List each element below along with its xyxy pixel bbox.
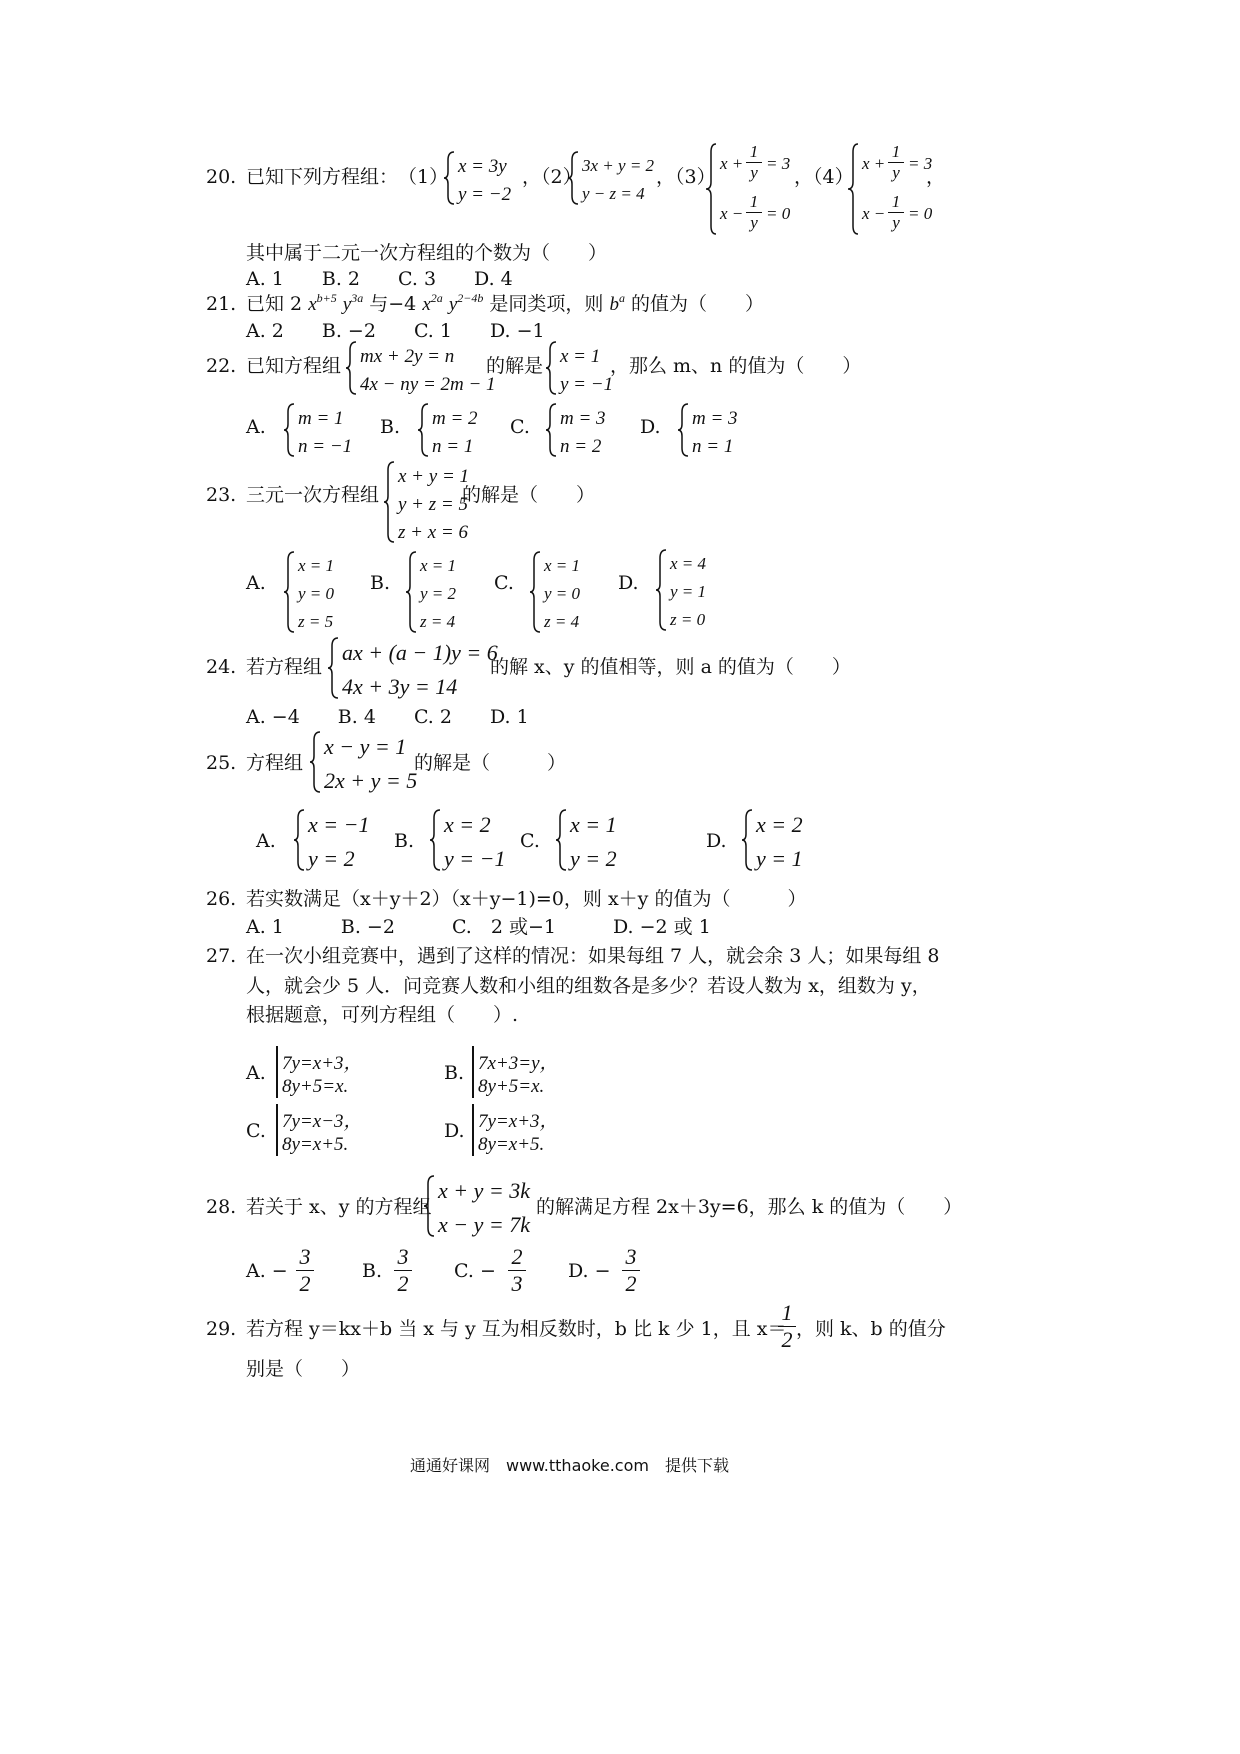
equation: x = 1	[560, 346, 601, 367]
q21-expression: 已知 2 $x^{b+5}$ $y^{3a}$ 与−4 $x^{2a}$ $y^{2-4b}$ 是同类项，则 $b^a$ 的值为（ ）	[246, 291, 765, 315]
left-brace-icon	[346, 340, 358, 396]
q27-option-c	[276, 1102, 386, 1158]
q20-label3: ，（3）	[656, 166, 716, 188]
q24-tail: 的解 x、y 的值相等，则 a 的值为（ ）	[490, 656, 851, 678]
equation: 8y=x+5.	[282, 1134, 349, 1155]
q29-tail: ，则 k、b 的值分	[796, 1318, 946, 1340]
equation: x = 1	[544, 556, 581, 575]
q27-option-b-label: B.	[444, 1062, 465, 1084]
left-bar-icon	[472, 1046, 474, 1098]
q23-option-a	[284, 550, 354, 634]
q20-system-1	[444, 150, 534, 206]
q20-number: 20.	[206, 166, 237, 188]
equation: x = 1	[298, 556, 335, 575]
footer-text: 通通好课网 www.tthaoke.com 提供下载	[410, 1456, 729, 1475]
equation: 4x + 3y = 14	[342, 674, 458, 699]
q25-option-b-label: B.	[394, 830, 415, 852]
q23-option-c	[530, 550, 600, 634]
equation: m = 2	[432, 408, 478, 429]
equation: 7y=x+3，	[478, 1111, 559, 1132]
q25-number: 25.	[206, 752, 237, 774]
equation: x − y = 1	[324, 734, 407, 759]
equation: n = −1	[298, 436, 353, 457]
q20-tail: ，	[926, 166, 946, 188]
q22-solution	[546, 340, 616, 396]
q28-option-d-fraction: $\frac{3}{2}$	[622, 1244, 640, 1297]
equation: 8y+5=x.	[478, 1076, 545, 1097]
q25-lead: 方程组	[246, 752, 304, 774]
q25-option-d	[742, 808, 822, 872]
fraction: $\frac{1}{y}$	[746, 142, 762, 183]
q27-option-c-label: C.	[246, 1120, 266, 1142]
equation: 7x+3=y，	[478, 1053, 559, 1074]
equation: x = −1	[308, 812, 370, 837]
equation-left: x −	[862, 204, 886, 223]
q22-system	[346, 340, 496, 396]
equation: x = 3y	[458, 156, 507, 177]
equation-right: = 3	[766, 154, 791, 173]
left-brace-icon	[424, 1174, 436, 1238]
q25-tail: 的解是（ ）	[414, 752, 567, 774]
q22-option-d-label: D.	[640, 416, 661, 438]
left-brace-icon	[556, 808, 568, 872]
q26-options: A. 1 B. −2 C. 2 或−1 D. −2 或 1	[246, 916, 711, 938]
q23-tail: 的解是（ ）	[462, 484, 596, 506]
equation: y = 1	[670, 582, 707, 601]
equation-left: x +	[862, 154, 886, 173]
equation: y = 0	[544, 584, 581, 603]
q20-system-3	[706, 140, 806, 238]
left-brace-icon	[656, 548, 668, 632]
q28-option-d-label: D. −	[568, 1260, 611, 1282]
equation: x + y = 3k	[438, 1178, 530, 1203]
q20-label1: （1）	[398, 166, 449, 188]
equation: n = 1	[432, 436, 474, 457]
equation: x + y = 1	[398, 466, 470, 487]
equation: z = 4	[420, 612, 456, 631]
equation: z = 4	[544, 612, 580, 631]
q28-option-c-fraction: $\frac{2}{3}$	[508, 1244, 526, 1297]
q25-system	[310, 730, 420, 794]
q27-line1: 在一次小组竞赛中，遇到了这样的情况：如果每组 7 人，就会余 3 人；如果每组 8	[246, 945, 940, 967]
q25-option-c-label: C.	[520, 830, 540, 852]
equation: 2x + y = 5	[324, 768, 418, 793]
left-brace-icon	[546, 402, 558, 458]
equation: z = 0	[670, 610, 706, 629]
q27-option-b	[472, 1044, 582, 1100]
q29-text: 若方程 y＝kx＋b 当 x 与 y 互为相反数时，b 比 k 少 1，且 x＝	[246, 1318, 787, 1340]
left-brace-icon	[384, 460, 396, 544]
q23-system	[384, 460, 470, 544]
q22-option-c-label: C.	[510, 416, 530, 438]
q24-system	[328, 636, 498, 700]
q20-options: A. 1 B. 2 C. 3 D. 4	[246, 268, 513, 290]
left-brace-icon	[568, 150, 580, 206]
equation: n = 2	[560, 436, 602, 457]
q27-option-d	[472, 1102, 582, 1158]
q25-option-a	[294, 808, 374, 872]
left-brace-icon	[294, 808, 306, 872]
q28-system	[424, 1174, 544, 1238]
q21-number: 21.	[206, 293, 237, 315]
left-brace-icon	[406, 550, 418, 634]
left-brace-icon	[328, 636, 340, 700]
q20-system-2	[568, 150, 668, 206]
equation: y = 2	[420, 584, 457, 603]
equation: y = 1	[756, 846, 803, 871]
equation-right: = 3	[908, 154, 933, 173]
equation: x = 1	[570, 812, 617, 837]
q22-option-a-label: A.	[246, 416, 266, 438]
left-brace-icon	[546, 340, 558, 396]
left-brace-icon	[430, 808, 442, 872]
fraction: $\frac{1}{y}$	[888, 192, 904, 233]
left-bar-icon	[276, 1046, 278, 1098]
q22-option-b-label: B.	[380, 416, 401, 438]
q23-option-b	[406, 550, 476, 634]
equation: 3x + y = 2	[582, 156, 655, 175]
equation: 4x − ny = 2m − 1	[360, 374, 496, 395]
q21-options: A. 2 B. −2 C. 1 D. −1	[246, 320, 545, 342]
equation: 8y+5=x.	[282, 1076, 349, 1097]
q22-lead: 已知方程组	[246, 355, 342, 377]
left-bar-icon	[472, 1104, 474, 1156]
q28-option-b-label: B.	[362, 1260, 383, 1282]
left-brace-icon	[678, 402, 690, 458]
left-brace-icon	[444, 150, 456, 206]
q29-fraction: $\frac{1}{2}$	[778, 1300, 796, 1353]
q28-number: 28.	[206, 1196, 237, 1218]
q25-option-c	[556, 808, 636, 872]
equation: x − y = 7k	[438, 1212, 530, 1237]
q29-line2: 别是（ ）	[246, 1358, 361, 1380]
left-brace-icon	[848, 140, 860, 238]
equation: ax + (a − 1)y = 6	[342, 640, 498, 665]
fraction: $\frac{1}{y}$	[888, 142, 904, 183]
equation: y = 2	[308, 846, 355, 871]
equation: y − z = 4	[582, 184, 645, 203]
equation: x = 1	[420, 556, 457, 575]
equation: x = 2	[756, 812, 803, 837]
equation: mx + 2y = n	[360, 346, 455, 367]
q28-lead: 若关于 x、y 的方程组	[246, 1196, 432, 1218]
equation: m = 1	[298, 408, 344, 429]
q22-mid: 的解是	[486, 355, 544, 377]
equation: y = −1	[444, 846, 506, 871]
equation: y = 0	[298, 584, 335, 603]
equation: m = 3	[560, 408, 606, 429]
q26-number: 26.	[206, 888, 237, 910]
q23-option-d-label: D.	[618, 572, 639, 594]
q22-option-c	[546, 402, 626, 458]
q29-number: 29.	[206, 1318, 237, 1340]
q27-number: 27.	[206, 945, 237, 967]
q27-option-d-label: D.	[444, 1120, 465, 1142]
q28-option-a-fraction: $\frac{3}{2}$	[296, 1244, 314, 1297]
equation-right: = 0	[908, 204, 933, 223]
q22-option-a	[284, 402, 364, 458]
q20-label4: ，（4）	[794, 166, 854, 188]
q23-option-d	[656, 548, 726, 632]
q28-option-a-label: A. −	[246, 1260, 288, 1282]
q23-option-b-label: B.	[370, 572, 391, 594]
q28-tail: 的解满足方程 2x＋3y=6，那么 k 的值为（ ）	[536, 1196, 963, 1218]
equation: y + z = 5	[398, 494, 468, 515]
q22-option-d	[678, 402, 758, 458]
equation: x = 2	[444, 812, 491, 837]
q24-options: A. −4 B. 4 C. 2 D. 1	[246, 706, 529, 728]
left-brace-icon	[310, 730, 322, 794]
equation-left: x +	[720, 154, 744, 173]
q23-option-a-label: A.	[246, 572, 266, 594]
q25-option-a-label: A.	[256, 830, 276, 852]
equation: 8y=x+5.	[478, 1134, 545, 1155]
equation-left: x −	[720, 204, 744, 223]
q27-line3: 根据题意，可列方程组（ ）.	[246, 1004, 519, 1026]
left-brace-icon	[284, 402, 296, 458]
q23-number: 23.	[206, 484, 237, 506]
equation: z + x = 6	[398, 522, 468, 543]
equation: y = −1	[560, 374, 614, 395]
q27-option-a	[276, 1044, 386, 1100]
equation: x = 4	[670, 554, 707, 573]
q27-line2: 人，就会少 5 人．问竞赛人数和小组的组数各是多少？若设人数为 x，组数为 y，	[246, 975, 931, 997]
equation: y = −2	[458, 184, 512, 205]
left-brace-icon	[284, 550, 296, 634]
left-brace-icon	[418, 402, 430, 458]
left-brace-icon	[742, 808, 754, 872]
q24-lead: 若方程组	[246, 656, 323, 678]
q25-option-d-label: D.	[706, 830, 727, 852]
q22-number: 22.	[206, 355, 237, 377]
equation: m = 3	[692, 408, 738, 429]
q25-option-b	[430, 808, 510, 872]
left-brace-icon	[530, 550, 542, 634]
equation-right: = 0	[766, 204, 791, 223]
left-bar-icon	[276, 1104, 278, 1156]
equation: z = 5	[298, 612, 334, 631]
equation: n = 1	[692, 436, 734, 457]
fraction: $\frac{1}{y}$	[746, 192, 762, 233]
q28-option-c-label: C. −	[454, 1260, 496, 1282]
q23-lead: 三元一次方程组	[246, 484, 380, 506]
equation: y = 2	[570, 846, 617, 871]
equation: 7y=x−3，	[282, 1111, 363, 1132]
q24-number: 24.	[206, 656, 237, 678]
q20-system-4	[848, 140, 948, 238]
q20-label2: ，（2）	[522, 166, 582, 188]
q22-option-b	[418, 402, 498, 458]
q23-option-c-label: C.	[494, 572, 514, 594]
left-brace-icon	[706, 140, 718, 238]
q20-question: 其中属于二元一次方程组的个数为（ ）	[246, 242, 608, 264]
q22-tail: ，那么 m、n 的值为（ ）	[610, 355, 862, 377]
q28-option-b-fraction: $\frac{3}{2}$	[394, 1244, 412, 1297]
q26-text: 若实数满足（x＋y＋2）（x＋y−1)=0，则 x＋y 的值为（ ）	[246, 888, 807, 910]
q20-lead: 已知下列方程组：	[246, 166, 399, 188]
q27-option-a-label: A.	[246, 1062, 266, 1084]
equation: 7y=x+3，	[282, 1053, 363, 1074]
